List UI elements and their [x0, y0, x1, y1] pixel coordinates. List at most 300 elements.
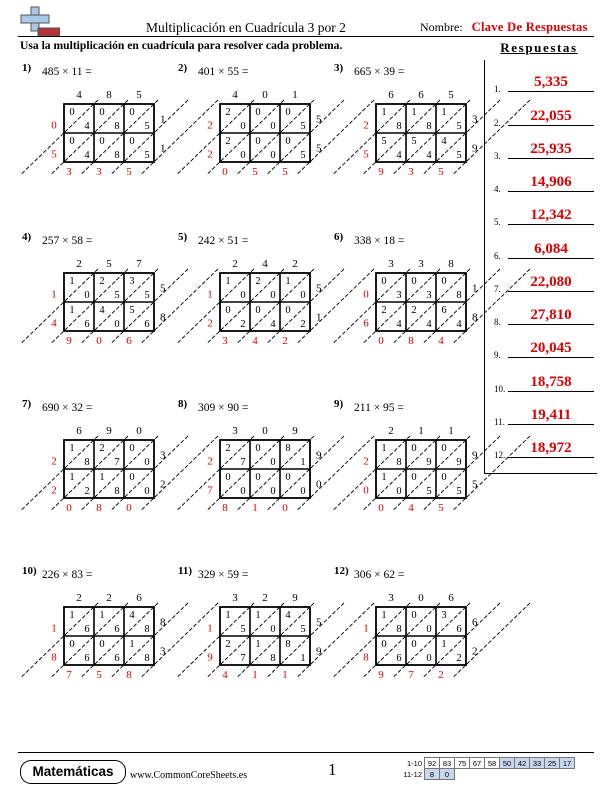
- cell-tens-digit: 0: [255, 305, 261, 316]
- problem-equation: 690 × 32 =: [42, 402, 93, 414]
- problem-1: [22, 62, 172, 212]
- cell-ones-digit: 8: [396, 624, 402, 635]
- cell-tens-digit: 1: [69, 610, 75, 621]
- problem-number: 12): [334, 565, 349, 577]
- cell-ones-digit: 3: [426, 290, 432, 301]
- cell-ones-digit: 0: [300, 486, 306, 497]
- score-row-label: 11-12: [403, 769, 422, 779]
- cell-ones-digit: 0: [270, 290, 276, 301]
- answer-row: [494, 205, 594, 227]
- cell-tens-digit: 5: [129, 305, 135, 316]
- lattice-diagonal: [111, 603, 188, 677]
- answer-bottom-digit: 5: [438, 166, 444, 178]
- right-digit: 9: [316, 449, 322, 462]
- score-cell: 42: [515, 758, 530, 769]
- cell-tens-digit: 0: [129, 472, 135, 483]
- top-digit: 3: [388, 592, 394, 604]
- problem-6: [334, 231, 484, 381]
- score-row-label: 1-10: [406, 758, 422, 768]
- answer-row: [494, 305, 594, 327]
- answer-line: [508, 125, 594, 126]
- cell-tens-digit: 2: [225, 107, 231, 118]
- cell-tens-digit: 0: [255, 107, 261, 118]
- problem-number: 1): [22, 62, 32, 74]
- right-digit: 1: [472, 282, 478, 295]
- cell-tens-digit: 6: [441, 305, 447, 316]
- right-digit: 0: [316, 478, 322, 491]
- top-digit: 3: [232, 592, 238, 604]
- lattice-diagonal: [81, 603, 158, 677]
- answer-bottom-digit: 5: [438, 502, 444, 514]
- cell-tens-digit: 1: [441, 107, 447, 118]
- cell-ones-digit: 6: [456, 624, 462, 635]
- lattice-diagonal: [237, 603, 314, 677]
- problem-equation: 329 × 59 =: [198, 569, 249, 581]
- top-digit: 7: [136, 258, 142, 270]
- cell-tens-digit: 4: [285, 610, 291, 621]
- answer-line: [508, 357, 594, 358]
- cell-ones-digit: 6: [396, 653, 402, 664]
- answer-value: 12,342: [530, 207, 572, 223]
- right-digit: 5: [472, 478, 478, 491]
- right-digit: 6: [472, 616, 478, 629]
- top-digit: 2: [232, 258, 238, 270]
- top-digit: 2: [76, 258, 82, 270]
- answer-line: [508, 258, 594, 259]
- cell-ones-digit: 5: [144, 290, 150, 301]
- score-cell: 75: [455, 758, 470, 769]
- lattice-grid: [334, 231, 484, 381]
- cell-ones-digit: 5: [456, 121, 462, 132]
- answer-number: 12.: [494, 450, 506, 460]
- cell-tens-digit: 5: [411, 136, 417, 147]
- lattice-grid: [178, 398, 328, 548]
- problem-number: 5): [178, 231, 188, 243]
- top-digit: 9: [292, 592, 298, 604]
- answer-bottom-digit: 8: [408, 335, 414, 347]
- answer-line: [508, 158, 594, 159]
- answer-left-digit: 2: [51, 484, 57, 497]
- cell-ones-digit: 8: [456, 290, 462, 301]
- cell-tens-digit: 1: [285, 276, 291, 287]
- answer-bottom-digit: 0: [126, 502, 132, 514]
- lattice-diagonal: [21, 603, 98, 677]
- cell-tens-digit: 0: [411, 472, 417, 483]
- cell-ones-digit: 5: [144, 121, 150, 132]
- top-digit: 4: [76, 89, 82, 101]
- cell-tens-digit: 1: [441, 639, 447, 650]
- top-digit: 0: [262, 425, 268, 437]
- problem-number: 4): [22, 231, 32, 243]
- answer-row: [494, 338, 594, 360]
- lattice-diagonal: [393, 603, 470, 677]
- lattice-diagonal: [453, 603, 530, 677]
- cell-tens-digit: 0: [129, 443, 135, 454]
- answer-left-digit: 2: [363, 119, 369, 132]
- right-digit: 3: [160, 449, 166, 462]
- problem-2: [178, 62, 328, 212]
- answer-bottom-digit: 0: [378, 502, 384, 514]
- answer-value: 22,055: [530, 108, 572, 124]
- cell-ones-digit: 2: [300, 319, 306, 330]
- cell-tens-digit: 1: [225, 276, 231, 287]
- cell-ones-digit: 5: [300, 121, 306, 132]
- cell-ones-digit: 8: [114, 121, 120, 132]
- score-cell: 50: [500, 758, 515, 769]
- answer-left-digit: 9: [207, 651, 213, 664]
- answer-line: [508, 324, 594, 325]
- cell-tens-digit: 1: [69, 305, 75, 316]
- cell-tens-digit: 0: [411, 443, 417, 454]
- answer-row: [494, 372, 594, 394]
- right-digit: 9: [472, 449, 478, 462]
- cell-ones-digit: 0: [270, 150, 276, 161]
- problem-number: 9): [334, 398, 344, 410]
- top-digit: 5: [136, 89, 142, 101]
- top-digit: 0: [262, 89, 268, 101]
- right-digit: 5: [316, 113, 322, 126]
- problem-equation: 211 × 95 =: [354, 402, 404, 414]
- cell-ones-digit: 2: [240, 319, 246, 330]
- top-digit: 6: [448, 592, 454, 604]
- cell-ones-digit: 7: [114, 457, 120, 468]
- cell-tens-digit: 1: [255, 639, 261, 650]
- answer-bottom-digit: 2: [438, 669, 444, 681]
- answer-bottom-digit: 5: [252, 166, 258, 178]
- cell-ones-digit: 7: [240, 457, 246, 468]
- lattice-diagonal: [267, 603, 344, 677]
- top-digit: 2: [106, 592, 112, 604]
- answer-left-digit: 2: [207, 317, 213, 330]
- cell-tens-digit: 0: [441, 472, 447, 483]
- top-digit: 2: [262, 592, 268, 604]
- cell-tens-digit: 2: [225, 443, 231, 454]
- cell-tens-digit: 1: [381, 472, 387, 483]
- cell-tens-digit: 0: [381, 276, 387, 287]
- problem-number: 2): [178, 62, 188, 74]
- answer-value: 6,084: [534, 241, 568, 257]
- lattice-grid: [22, 398, 172, 548]
- cell-ones-digit: 6: [114, 624, 120, 635]
- answer-line: [508, 391, 594, 392]
- cell-ones-digit: 8: [114, 486, 120, 497]
- problem-number: 7): [22, 398, 32, 410]
- top-digit: 3: [418, 258, 424, 270]
- score-cell: 25: [545, 758, 560, 769]
- brand-badge: Matemáticas: [20, 760, 126, 784]
- cell-tens-digit: 4: [441, 136, 447, 147]
- cell-tens-digit: 8: [285, 639, 291, 650]
- cell-tens-digit: 2: [411, 305, 417, 316]
- answer-bottom-digit: 3: [96, 166, 102, 178]
- cell-ones-digit: 9: [426, 457, 432, 468]
- answers-title: Respuestas: [500, 40, 578, 55]
- cell-tens-digit: 0: [129, 136, 135, 147]
- cell-ones-digit: 2: [84, 486, 90, 497]
- answer-number: 11.: [494, 417, 505, 427]
- lattice-grid: [334, 565, 484, 715]
- answer-bottom-digit: 8: [126, 669, 132, 681]
- cell-tens-digit: 0: [411, 639, 417, 650]
- problem-number: 11): [178, 565, 193, 577]
- cell-tens-digit: 0: [255, 443, 261, 454]
- cell-tens-digit: 4: [99, 305, 105, 316]
- answer-left-digit: 8: [51, 651, 57, 664]
- answer-number: 3.: [494, 151, 501, 161]
- lattice-diagonal: [333, 603, 410, 677]
- answer-left-digit: 6: [363, 317, 369, 330]
- cell-ones-digit: 0: [396, 486, 402, 497]
- top-digit: 0: [418, 592, 424, 604]
- cell-tens-digit: 2: [225, 639, 231, 650]
- cell-ones-digit: 7: [240, 653, 246, 664]
- cell-tens-digit: 0: [441, 443, 447, 454]
- answer-bottom-digit: 4: [438, 335, 444, 347]
- answer-left-digit: 0: [363, 484, 369, 497]
- top-digit: 1: [448, 425, 454, 437]
- problem-number: 3): [334, 62, 344, 74]
- cell-ones-digit: 0: [426, 653, 432, 664]
- answer-row: [494, 438, 594, 460]
- top-digit: 2: [76, 592, 82, 604]
- cell-ones-digit: 0: [270, 486, 276, 497]
- instructions: Usa la multiplicación en cuadrícula para resolver cada problema.: [20, 39, 343, 52]
- lattice-grid: [22, 62, 172, 212]
- cell-tens-digit: 1: [69, 443, 75, 454]
- cell-ones-digit: 3: [396, 290, 402, 301]
- cell-ones-digit: 8: [144, 624, 150, 635]
- lattice-diagonal: [207, 603, 284, 677]
- answer-bottom-digit: 0: [282, 502, 288, 514]
- problem-equation: 306 × 62 =: [354, 569, 405, 581]
- right-digit: 1: [316, 311, 322, 324]
- top-digit: 4: [262, 258, 268, 270]
- top-digit: 6: [388, 89, 394, 101]
- cell-tens-digit: 2: [99, 443, 105, 454]
- score-cell: 83: [440, 758, 455, 769]
- cell-ones-digit: 4: [396, 319, 402, 330]
- top-digit: 2: [292, 258, 298, 270]
- answer-row: [494, 106, 594, 128]
- answer-bottom-digit: 6: [126, 335, 132, 347]
- cell-tens-digit: 1: [69, 472, 75, 483]
- score-cell: [455, 769, 470, 780]
- top-digit: 9: [106, 425, 112, 437]
- worksheet-title: Multiplicación en Cuadrícula 3 por 2: [146, 20, 346, 35]
- right-digit: 5: [160, 282, 166, 295]
- cell-tens-digit: 1: [99, 472, 105, 483]
- lattice-grid: [334, 62, 484, 212]
- score-cell: 17: [560, 758, 575, 769]
- right-digit: 2: [472, 645, 478, 658]
- cell-tens-digit: 1: [69, 276, 75, 287]
- answer-left-digit: 1: [363, 622, 369, 635]
- problem-equation: 242 × 51 =: [198, 235, 249, 247]
- problem-7: [22, 398, 172, 548]
- problem-equation: 309 × 90 =: [198, 402, 249, 414]
- cell-tens-digit: 2: [225, 136, 231, 147]
- lattice-grid: [178, 565, 328, 715]
- answer-bottom-digit: 0: [96, 335, 102, 347]
- right-digit: 8: [472, 311, 478, 324]
- cell-tens-digit: 0: [69, 136, 75, 147]
- score-cell: [530, 769, 545, 780]
- cell-ones-digit: 1: [300, 457, 306, 468]
- answer-bottom-digit: 8: [96, 502, 102, 514]
- answer-value: 22,080: [530, 274, 572, 290]
- answer-row: [494, 72, 594, 94]
- lattice-grid: [22, 565, 172, 715]
- answer-left-digit: 5: [363, 148, 369, 161]
- answer-left-digit: 2: [51, 455, 57, 468]
- lattice-diagonal: [423, 603, 500, 677]
- cell-ones-digit: 5: [114, 290, 120, 301]
- answer-value: 18,972: [530, 440, 572, 456]
- problem-equation: 338 × 18 =: [354, 235, 405, 247]
- right-digit: 3: [160, 645, 166, 658]
- top-digit: 1: [292, 89, 298, 101]
- cell-ones-digit: 9: [456, 457, 462, 468]
- cell-tens-digit: 4: [129, 610, 135, 621]
- answer-line: [508, 191, 594, 192]
- problem-equation: 226 × 83 =: [42, 569, 93, 581]
- problem-4: [22, 231, 172, 381]
- cell-tens-digit: 1: [381, 107, 387, 118]
- cell-tens-digit: 0: [99, 136, 105, 147]
- answer-bottom-digit: 5: [282, 166, 288, 178]
- right-digit: 8: [160, 616, 166, 629]
- answer-line: [508, 457, 594, 458]
- cell-ones-digit: 4: [426, 319, 432, 330]
- cell-ones-digit: 1: [300, 653, 306, 664]
- cell-ones-digit: 0: [114, 319, 120, 330]
- cell-ones-digit: 5: [300, 150, 306, 161]
- footer-divider: [18, 752, 594, 753]
- score-cell: 0: [440, 769, 455, 780]
- cell-tens-digit: 0: [381, 639, 387, 650]
- answer-bottom-digit: 5: [126, 166, 132, 178]
- cell-ones-digit: 6: [114, 653, 120, 664]
- answer-number: 8.: [494, 317, 501, 327]
- cell-tens-digit: 0: [69, 107, 75, 118]
- cell-ones-digit: 5: [240, 624, 246, 635]
- answer-bottom-digit: 4: [252, 335, 258, 347]
- problem-equation: 485 × 11 =: [42, 66, 92, 78]
- right-digit: 5: [316, 142, 322, 155]
- cell-ones-digit: 0: [144, 486, 150, 497]
- cell-ones-digit: 0: [240, 486, 246, 497]
- cell-tens-digit: 1: [99, 610, 105, 621]
- cell-ones-digit: 4: [396, 150, 402, 161]
- problem-8: [178, 398, 328, 548]
- top-digit: 6: [136, 592, 142, 604]
- lattice-diagonal: [363, 603, 440, 677]
- answer-number: 2.: [494, 118, 501, 128]
- problem-number: 10): [22, 565, 37, 577]
- answer-bottom-digit: 9: [66, 335, 72, 347]
- answer-row: [494, 239, 594, 261]
- cell-ones-digit: 8: [396, 121, 402, 132]
- answer-bottom-digit: 9: [378, 166, 384, 178]
- top-digit: 0: [136, 425, 142, 437]
- answer-row: [494, 272, 594, 294]
- score-cell: 58: [485, 758, 500, 769]
- problem-12: [334, 565, 484, 715]
- cell-ones-digit: 0: [270, 624, 276, 635]
- cell-tens-digit: 1: [381, 443, 387, 454]
- cell-tens-digit: 0: [285, 305, 291, 316]
- cell-ones-digit: 4: [270, 319, 276, 330]
- cell-ones-digit: 8: [396, 457, 402, 468]
- answer-number: 9.: [494, 350, 501, 360]
- cell-tens-digit: 0: [255, 136, 261, 147]
- answer-bottom-digit: 1: [252, 669, 258, 681]
- answer-value: 14,906: [530, 174, 572, 190]
- cell-tens-digit: 0: [225, 472, 231, 483]
- answer-value: 27,810: [530, 307, 572, 323]
- cell-tens-digit: 2: [255, 276, 261, 287]
- score-cell: [560, 769, 575, 780]
- top-digit: 6: [76, 425, 82, 437]
- score-table: [400, 757, 575, 780]
- problem-11: [178, 565, 328, 715]
- problem-9: [334, 398, 484, 548]
- answer-bottom-digit: 9: [378, 669, 384, 681]
- cell-tens-digit: 1: [225, 610, 231, 621]
- cell-ones-digit: 6: [84, 319, 90, 330]
- answer-number: 4.: [494, 184, 501, 194]
- answer-left-digit: 7: [207, 484, 213, 497]
- answer-bottom-digit: 3: [66, 166, 72, 178]
- score-cell: 8: [425, 769, 440, 780]
- top-digit: 3: [388, 258, 394, 270]
- cell-ones-digit: 4: [84, 121, 90, 132]
- cell-ones-digit: 4: [456, 319, 462, 330]
- cell-tens-digit: 0: [411, 610, 417, 621]
- cell-ones-digit: 5: [300, 624, 306, 635]
- site-link[interactable]: www.CommonCoreSheets.es: [130, 770, 248, 781]
- answer-number: 10.: [494, 384, 506, 394]
- cell-ones-digit: 8: [114, 150, 120, 161]
- cell-ones-digit: 0: [84, 290, 90, 301]
- cell-ones-digit: 0: [240, 121, 246, 132]
- cell-ones-digit: 5: [456, 150, 462, 161]
- lattice-grid: [178, 62, 328, 212]
- answer-value: 18,758: [530, 374, 572, 390]
- answer-bottom-digit: 2: [282, 335, 288, 347]
- cell-tens-digit: 0: [225, 305, 231, 316]
- right-digit: 2: [160, 478, 166, 491]
- cell-ones-digit: 6: [84, 624, 90, 635]
- answer-bottom-digit: 0: [378, 335, 384, 347]
- cell-ones-digit: 0: [240, 290, 246, 301]
- score-cell: [500, 769, 515, 780]
- top-digit: 8: [448, 258, 454, 270]
- cell-tens-digit: 2: [99, 276, 105, 287]
- cell-ones-digit: 2: [456, 653, 462, 664]
- cell-tens-digit: 0: [411, 276, 417, 287]
- score-cell: [470, 769, 485, 780]
- answer-number: 1.: [494, 84, 501, 94]
- right-digit: 5: [316, 282, 322, 295]
- problem-equation: 401 × 55 =: [198, 66, 249, 78]
- cell-ones-digit: 8: [426, 121, 432, 132]
- cell-ones-digit: 8: [144, 653, 150, 664]
- top-digit: 9: [292, 425, 298, 437]
- score-row: [400, 758, 575, 769]
- lattice-diagonal: [177, 603, 254, 677]
- answer-bottom-digit: 7: [408, 669, 414, 681]
